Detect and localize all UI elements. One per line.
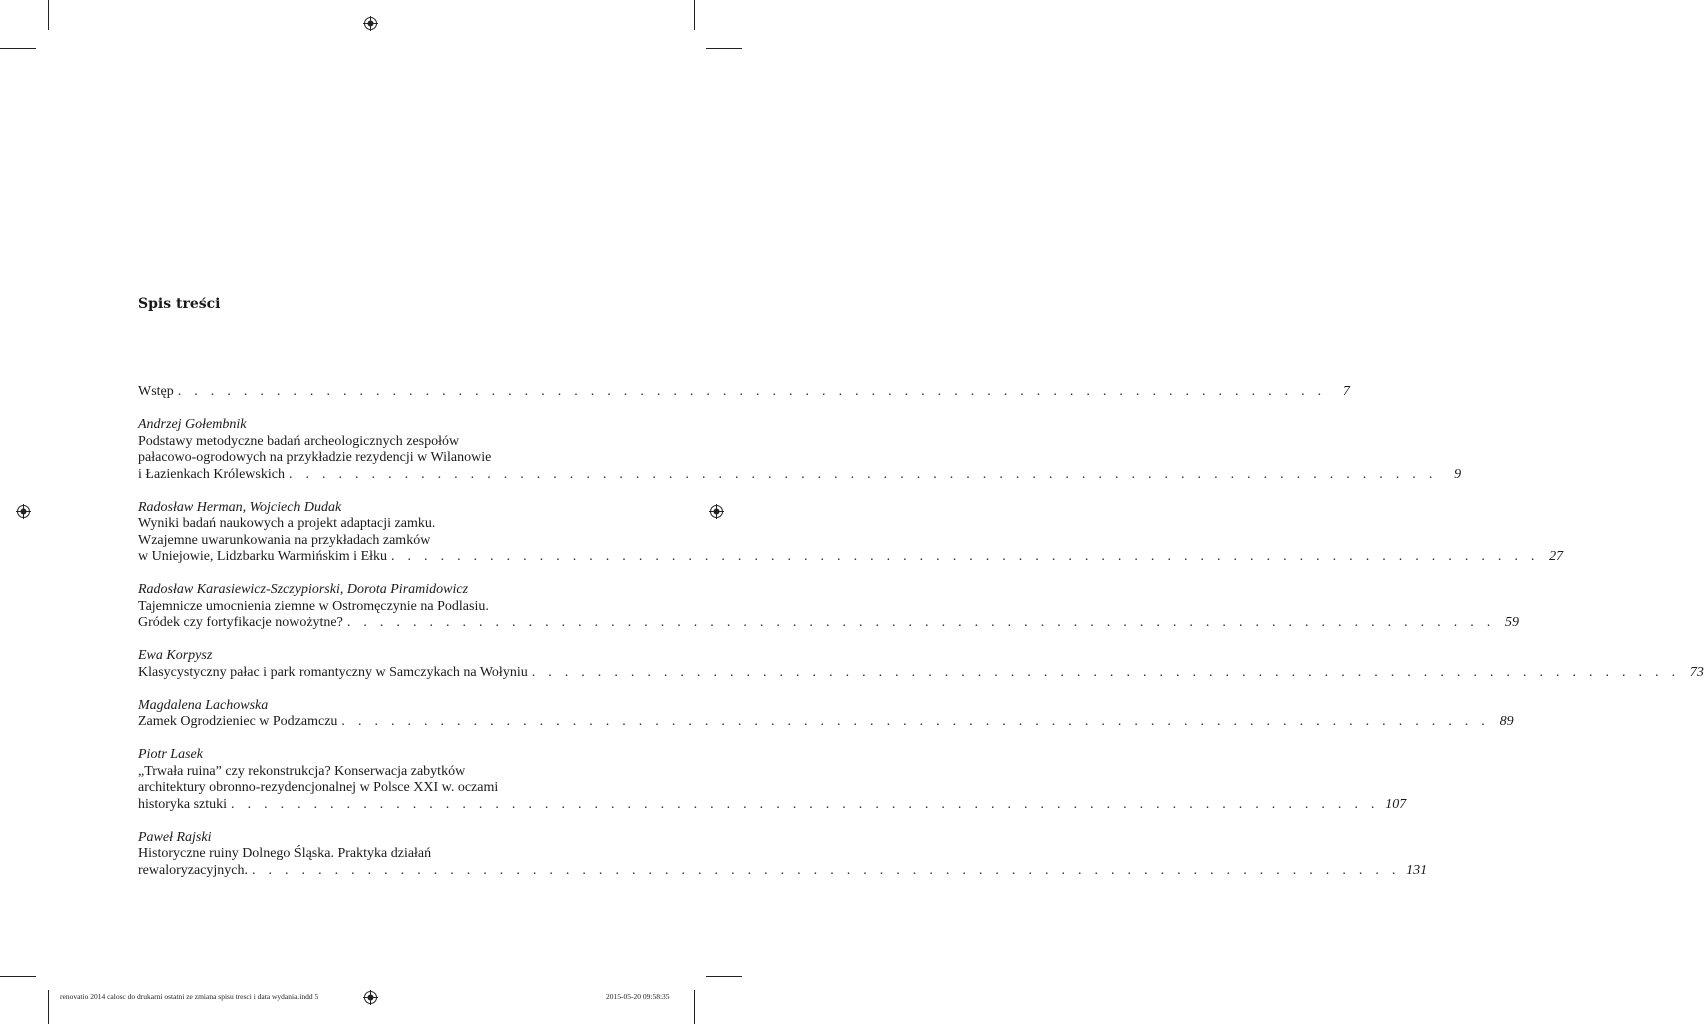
toc-author: Radosław Herman, Wojciech Dudak xyxy=(138,499,342,515)
toc-author: Piotr Lasek xyxy=(138,747,203,762)
toc-page-number: 73 xyxy=(1689,664,1704,680)
toc-entry xyxy=(138,417,1462,483)
registration-mark-icon xyxy=(709,504,724,519)
toc-title-line: Wzajemne uwarunkowania na przykładach zamków xyxy=(138,532,431,548)
toc-entry xyxy=(138,648,1704,681)
toc-page-number: 27 xyxy=(1549,549,1564,564)
toc-title-line: Tajemnicze umocnienia ziemne w Ostromęczynie na Podlasiu. xyxy=(138,598,489,614)
toc-author: Paweł Rajski xyxy=(138,829,212,845)
toc-title-line xyxy=(138,714,1514,731)
crop-mark xyxy=(0,976,36,977)
toc-title-line: „Trwała ruina” czy rekonstrukcja? Konserwacja zabytków xyxy=(138,763,466,779)
toc-page-number: 9 xyxy=(1454,466,1462,482)
crop-mark xyxy=(706,48,742,49)
toc-entry xyxy=(138,384,1350,401)
table-of-contents xyxy=(138,384,1704,896)
toc-title-text: w Uniejowie, Lidzbarku Warmińskim i Ełku xyxy=(138,549,388,564)
dot-leader: . . . . . . . . . . . . . . . . . . . . . . . . . . . . . . . . . . . . . . . . . . . . . . . . . . . . . . . . . . . . . . . . . . . . . . xyxy=(341,714,1490,729)
dot-leader: . . . . . . . . . . . . . . . . . . . . . . . . . . . . . . . . . . . . . . . . . . . . . . . . . . . . . . . . . . . . . . . . . . . . . . xyxy=(391,549,1540,564)
toc-title-line: pałacowo-ogrodowych na przykładzie rezydencji w Wilanowie xyxy=(138,450,492,465)
toc-entry xyxy=(138,747,1407,813)
toc-page-number: 59 xyxy=(1505,615,1519,630)
toc-entry xyxy=(138,697,1514,731)
toc-title-text: i Łazienkach Królewskich xyxy=(138,466,285,482)
toc-title-line xyxy=(138,615,1519,632)
crop-mark xyxy=(48,0,49,30)
footer-file-slug: renovatio 2014 calosc do drukarni ostatni ze zmiana spisu tresci i data wydania.indd 5 xyxy=(60,992,319,1001)
dot-leader: . . . . . . . . . . . . . . . . . . . . . . . . . . . . . . . . . . . . . . . . . . . . . . . . . . . . . . . . . . . . . . . . . . . . . . xyxy=(231,796,1380,812)
toc-title-line xyxy=(138,664,1704,682)
crop-mark xyxy=(706,976,742,977)
toc-author: Radosław Karasiewicz-Szczypiorski, Dorota Piramidowicz xyxy=(138,582,469,597)
toc-title-text: historyka sztuki xyxy=(138,796,228,812)
toc-title-text: Gródek czy fortyfikacje nowożytne? xyxy=(138,615,343,630)
footer-datetime: 2015-05-20 09:58:35 xyxy=(606,992,670,1001)
toc-title-line xyxy=(138,384,1350,401)
crop-mark xyxy=(0,48,36,49)
dot-leader: . . . . . . . . . . . . . . . . . . . . . . . . . . . . . . . . . . . . . . . . . . . . . . . . . . . . . . . . . . . . . . . . . . . . . . xyxy=(288,466,1438,482)
toc-author: Andrzej Gołembnik xyxy=(138,417,247,432)
toc-title-text: Klasycystyczny pałac i park romantyczny w Samczykach na Wołyniu xyxy=(138,664,528,680)
toc-title-line: Historyczne ruiny Dolnego Śląska. Praktyka działań xyxy=(138,846,432,861)
toc-page-number: 107 xyxy=(1385,796,1407,812)
toc-title-line xyxy=(138,549,1564,566)
toc-title-text: Zamek Ogrodzieniec w Podzamczu xyxy=(138,714,338,729)
toc-title-line xyxy=(138,466,1462,484)
dot-leader: . . . . . . . . . . . . . . . . . . . . . . . . . . . . . . . . . . . . . . . . . . . . . . . . . . . . . . . . . . . . . . . . . . . . . . xyxy=(177,384,1326,399)
toc-title-line xyxy=(138,862,1428,880)
toc-title-line: Podstawy metodyczne badań archeologicznych zespołów xyxy=(138,433,460,449)
crop-mark xyxy=(694,0,695,30)
crop-mark xyxy=(694,990,695,1024)
toc-title-line: architektury obronno-rezydencjonalnej w Polsce XXI w. oczami xyxy=(138,780,499,795)
toc-page-number: 89 xyxy=(1499,714,1514,729)
registration-mark-icon xyxy=(363,990,378,1005)
toc-page-number: 131 xyxy=(1406,862,1428,878)
registration-mark-icon xyxy=(363,16,378,31)
toc-title-text: Wstęp xyxy=(138,384,174,399)
toc-title-line xyxy=(138,796,1407,814)
toc-title-text: rewaloryzacyjnych. xyxy=(138,862,248,878)
registration-mark-icon xyxy=(16,504,31,519)
toc-page-number: 7 xyxy=(1342,384,1350,399)
toc-entry xyxy=(138,499,1564,566)
dot-leader: . . . . . . . . . . . . . . . . . . . . . . . . . . . . . . . . . . . . . . . . . . . . . . . . . . . . . . . . . . . . . . . . . . . . . . xyxy=(252,862,1401,878)
toc-author: Ewa Korpysz xyxy=(138,648,213,663)
dot-leader: . . . . . . . . . . . . . . . . . . . . . . . . . . . . . . . . . . . . . . . . . . . . . . . . . . . . . . . . . . . . . . . . . . . . . . xyxy=(346,615,1495,630)
crop-mark xyxy=(48,990,49,1024)
page-title: Spis treści xyxy=(138,296,221,312)
toc-entry xyxy=(138,582,1519,632)
dot-leader: . . . . . . . . . . . . . . . . . . . . . . . . . . . . . . . . . . . . . . . . . . . . . . . . . . . . . . . . . . . . . . . . . . . . . . xyxy=(531,664,1680,680)
toc-title-line: Wyniki badań naukowych a projekt adaptacji zamku. xyxy=(138,516,436,531)
toc-author: Magdalena Lachowska xyxy=(138,697,269,713)
toc-entry xyxy=(138,829,1428,880)
